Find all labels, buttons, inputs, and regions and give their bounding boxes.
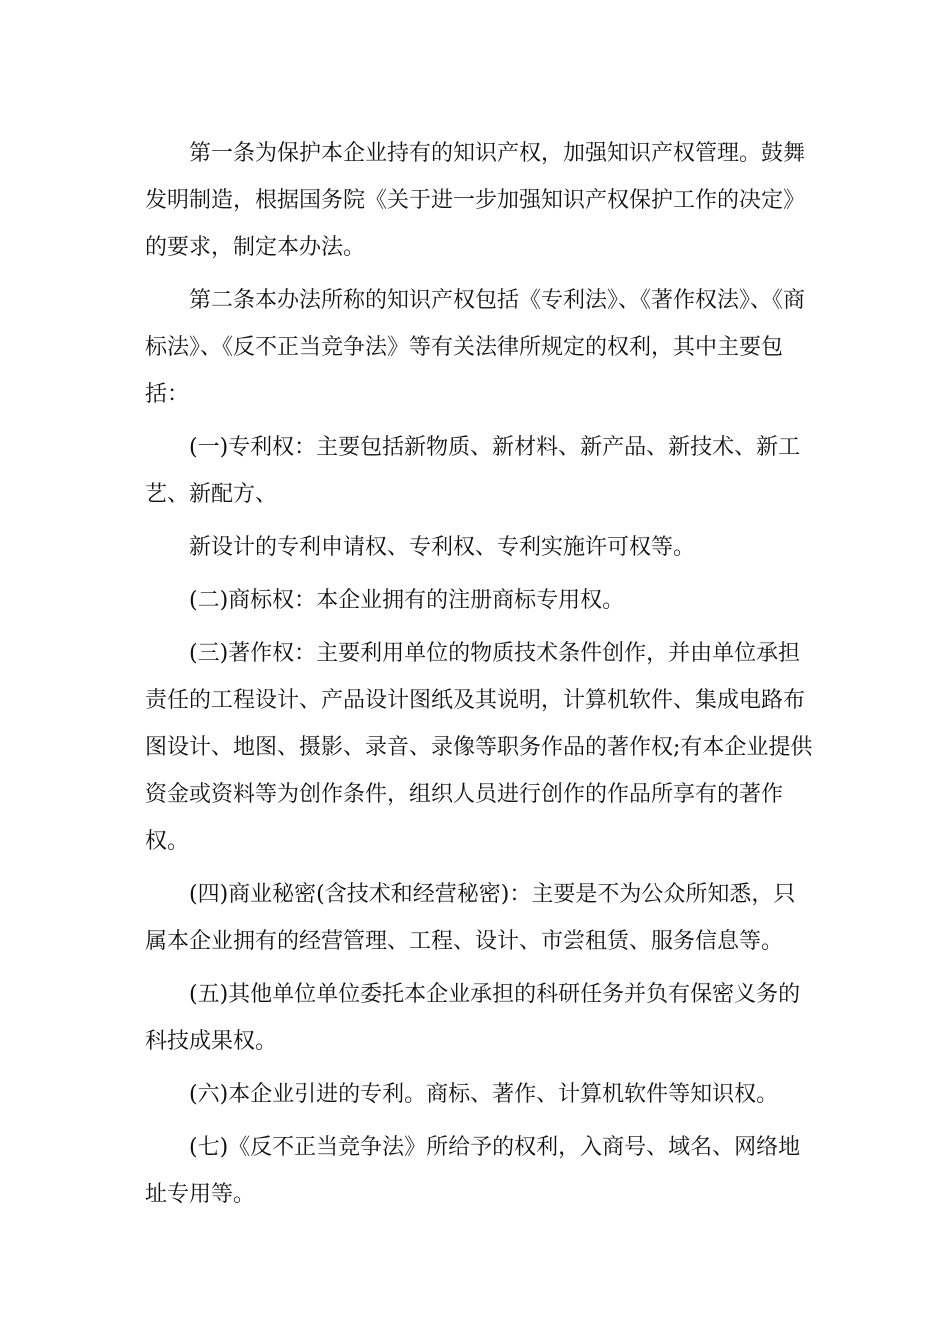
- item-2-trademark-paragraph: (二)商标权：本企业拥有的注册商标专用权。: [189, 588, 625, 613]
- document-body: [145, 130, 815, 1218]
- article-1-paragraph: 第一条为保护本企业持有的知识产权，加强知识产权管理。鼓舞发明制造，根据国务院《关于进一步加强知识产权保护工作的决定》的要求，制定本办法。: [145, 141, 806, 260]
- item-1-patent-paragraph: (一)专利权：主要包括新物质、新材料、新产品、新技术、新工艺、新配方、: [145, 435, 801, 507]
- item-1-continuation-paragraph: 新设计的专利申请权、专利权、专利实施许可权等。: [189, 535, 696, 560]
- item-3-copyright-paragraph: (三)著作权：主要利用单位的物质技术条件创作，并由单位承担责任的工程设计、产品设计图纸及其说明，计算机软件、集成电路布图设计、地图、摄影、录音、录像等职务作品的著作权;有本企业提供资金或资料等为创作条件，组织人员进行创作的作品所享有的著作权。: [145, 641, 813, 854]
- article-2-paragraph: 第二条本办法所称的知识产权包括《专利法》、《著作权法》、《商标法》、《反不正当竞争法》等有关法律所规定的权利，其中主要包括：: [145, 288, 806, 407]
- item-5-entrusted-research-paragraph: (五)其他单位单位委托本企业承担的科研任务并负有保密义务的科技成果权。: [145, 982, 801, 1054]
- item-7-unfair-competition-paragraph: (七)《反不正当竞争法》所给予的权利，入商号、域名、网络地址专用等。: [145, 1135, 801, 1207]
- item-6-introduced-rights-paragraph: (六)本企业引进的专利。商标、著作、计算机软件等知识权。: [189, 1082, 779, 1107]
- item-4-trade-secret-paragraph: (四)商业秘密(含技术和经营秘密)：主要是不为公众所知悉，只属本企业拥有的经营管理、工程、设计、市尝租赁、服务信息等。: [145, 882, 796, 954]
